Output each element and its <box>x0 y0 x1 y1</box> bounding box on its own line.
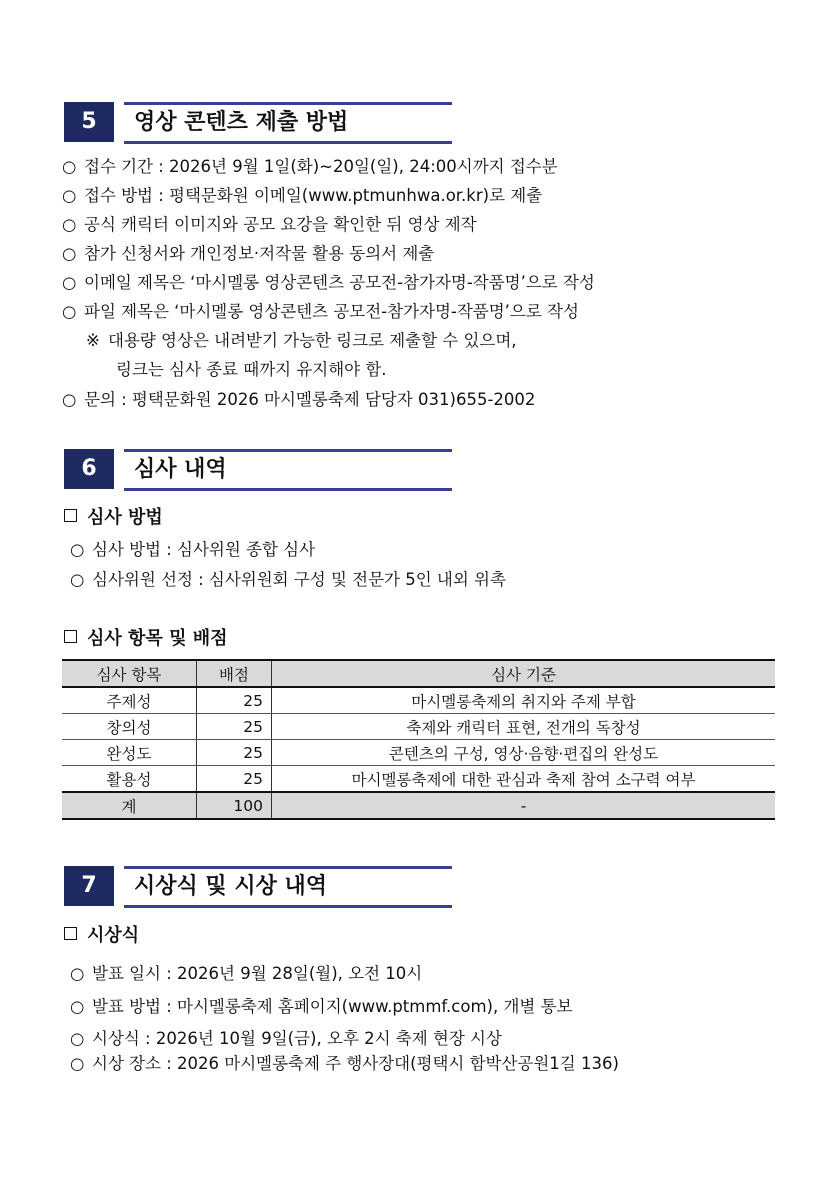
table-total-row <box>62 792 775 819</box>
sec5-item-3: ○ 공식 캐릭터 이미지와 공모 요강을 확인한 뒤 영상 제작 <box>62 215 477 234</box>
table-cell-item: 주제성 <box>62 687 197 714</box>
circle-bullet-icon: ○ <box>70 570 85 589</box>
table-cell-item: 활용성 <box>62 766 197 793</box>
section-7-number: 7 <box>64 866 114 906</box>
circle-bullet-icon: ○ <box>62 273 77 292</box>
circle-bullet-icon: ○ <box>70 964 85 983</box>
sec5-item-1: ○ 접수 기간 : 2026년 9월 1일(화)~20일(일), 24:00시까지 접수분 <box>62 157 558 176</box>
circle-bullet-icon: ○ <box>62 244 77 263</box>
table-cell-item: 완성도 <box>62 740 197 766</box>
table-cell-criteria: 콘텐츠의 구성, 영상·음향·편집의 완성도 <box>272 740 776 766</box>
table-cell-criteria: 마시멜롱축제에 대한 관심과 축제 참여 소구력 여부 <box>272 766 776 793</box>
square-bullet-icon <box>64 509 77 522</box>
sec6-subheading-scoring: 심사 항목 및 배점 <box>64 624 228 650</box>
circle-bullet-icon: ○ <box>70 997 85 1016</box>
square-bullet-icon <box>64 630 77 643</box>
table-cell-score: 25 <box>197 714 272 740</box>
section-5-title: 영상 콘텐츠 제출 방법 <box>124 102 452 144</box>
circle-bullet-icon: ○ <box>62 186 77 205</box>
circle-bullet-icon: ○ <box>70 1029 85 1048</box>
circle-bullet-icon: ○ <box>70 1054 85 1073</box>
table-header-score: 배점 <box>197 660 272 687</box>
section-5-header <box>64 102 444 142</box>
sec7-item-3: ○ 시상식 : 2026년 10월 9일(금), 오후 2시 축제 현장 시상 <box>70 1029 502 1048</box>
circle-bullet-icon: ○ <box>62 390 77 409</box>
sec6-method-item-2: ○ 심사위원 선정 : 심사위원회 구성 및 전문가 5인 내외 위촉 <box>70 570 506 589</box>
circle-bullet-icon: ○ <box>62 302 77 321</box>
table-cell-criteria: 마시멜롱축제의 취지와 주제 부합 <box>272 687 776 714</box>
scoring-table <box>62 659 775 820</box>
table-cell-score: 25 <box>197 766 272 793</box>
section-6-header <box>64 449 444 489</box>
circle-bullet-icon: ○ <box>62 215 77 234</box>
section-5-number: 5 <box>64 102 114 142</box>
table-row <box>62 740 775 766</box>
sec5-note-line-1: ※ 대용량 영상은 내려받기 가능한 링크로 제출할 수 있으며, <box>86 331 517 350</box>
section-6-title: 심사 내역 <box>124 449 452 491</box>
circle-bullet-icon: ○ <box>62 157 77 176</box>
table-row <box>62 714 775 740</box>
table-total-criteria: - <box>272 792 776 819</box>
section-6-number: 6 <box>64 449 114 489</box>
sec6-method-item-1: ○ 심사 방법 : 심사위원 종합 심사 <box>70 540 316 559</box>
table-row <box>62 687 775 714</box>
table-cell-score: 25 <box>197 687 272 714</box>
sec5-item-4: ○ 참가 신청서와 개인정보·저작물 활용 동의서 제출 <box>62 244 435 263</box>
sec7-item-2: ○ 발표 방법 : 마시멜롱축제 홈페이지(www.ptmmf.com), 개별 통보 <box>70 997 573 1016</box>
section-7-header <box>64 866 444 906</box>
table-cell-criteria: 축제와 캐릭터 표현, 전개의 독창성 <box>272 714 776 740</box>
table-total-score: 100 <box>197 792 272 819</box>
table-cell-item: 창의성 <box>62 714 197 740</box>
sec7-item-4: ○ 시상 장소 : 2026 마시멜롱축제 주 행사장대(평택시 함박산공원1길 136) <box>70 1054 619 1073</box>
table-row <box>62 766 775 793</box>
sec7-item-1: ○ 발표 일시 : 2026년 9월 28일(월), 오전 10시 <box>70 964 423 983</box>
sec5-item-5: ○ 이메일 제목은 ‘마시멜롱 영상콘텐츠 공모전-참가자명-작품명’으로 작성 <box>62 273 595 292</box>
table-header-item: 심사 항목 <box>62 660 197 687</box>
section-7-title: 시상식 및 시상 내역 <box>124 866 452 908</box>
sec5-contact: ○ 문의 : 평택문화원 2026 마시멜롱축제 담당자 031)655-2002 <box>62 390 536 409</box>
sec6-subheading-method: 심사 방법 <box>64 503 163 529</box>
sec5-note-line-2: 링크는 심사 종료 때까지 유지해야 함. <box>116 360 387 379</box>
reference-mark-icon: ※ <box>86 331 100 350</box>
table-cell-score: 25 <box>197 740 272 766</box>
table-total-label: 계 <box>62 792 197 819</box>
sec7-subheading-ceremony: 시상식 <box>64 921 139 947</box>
square-bullet-icon <box>64 927 77 940</box>
sec5-item-2: ○ 접수 방법 : 평택문화원 이메일(www.ptmunhwa.or.kr)로 제출 <box>62 186 543 205</box>
table-header-criteria: 심사 기준 <box>272 660 776 687</box>
circle-bullet-icon: ○ <box>70 540 85 559</box>
sec5-item-6: ○ 파일 제목은 ‘마시멜롱 영상콘텐츠 공모전-참가자명-작품명’으로 작성 <box>62 302 579 321</box>
table-header-row <box>62 660 775 687</box>
